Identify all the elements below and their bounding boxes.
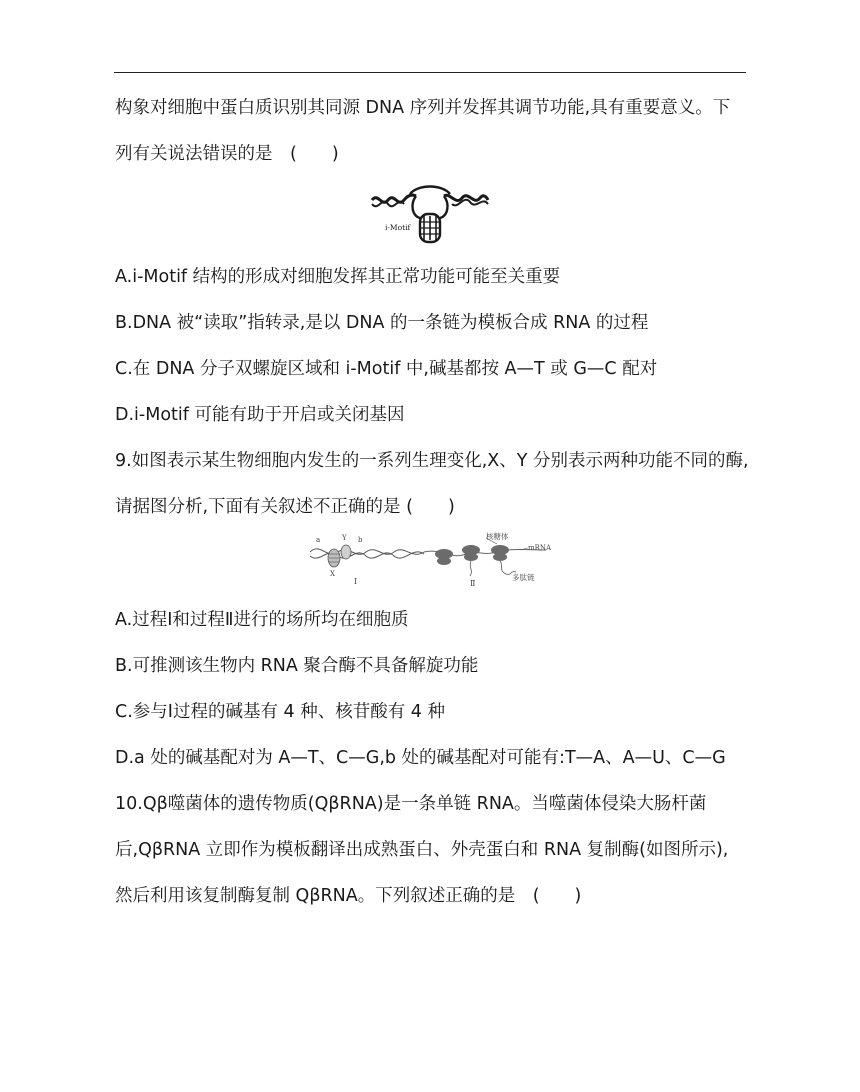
label-polypeptide: 多肽链 bbox=[512, 573, 535, 582]
header-rule bbox=[114, 72, 746, 73]
q9-option-b: B.可推测该生物内 RNA 聚合酶不具备解旋功能 bbox=[115, 656, 479, 676]
q8-option-c: C.在 DNA 分子双螺旋区域和 i-Motif 中,碱基都按 A—T 或 G—C 配对 bbox=[115, 359, 658, 379]
q8-option-d: D.i-Motif 可能有助于开启或关闭基因 bbox=[115, 405, 405, 425]
label-b: b bbox=[358, 536, 363, 544]
label-process-1: Ⅰ bbox=[354, 577, 358, 586]
transcription-translation-figure bbox=[306, 530, 564, 590]
q9-stem-line2: 请据图分析,下面有关叙述不正确的是 ( ) bbox=[115, 497, 455, 517]
label-process-2: Ⅱ bbox=[470, 579, 476, 588]
label-x: X bbox=[330, 570, 335, 578]
q9-stem-line1: 9.如图表示某生物细胞内发生的一系列生理变化,X、Y 分别表示两种功能不同的酶, bbox=[115, 451, 749, 471]
q10-stem-line2: 后,QβRNA 立即作为模板翻译出成熟蛋白、外壳蛋白和 RNA 复制酶(如图所示), bbox=[115, 840, 729, 860]
q9-option-d: D.a 处的碱基配对为 A—T、C—G,b 处的碱基配对可能有:T—A、A—U、C—G bbox=[115, 748, 726, 768]
q10-stem-line3: 然后利用该复制酶复制 QβRNA。下列叙述正确的是 ( ) bbox=[115, 886, 582, 906]
label-mrna: mRNA bbox=[528, 544, 552, 552]
q9-option-c: C.参与Ⅰ过程的碱基有 4 种、核苷酸有 4 种 bbox=[115, 702, 445, 722]
q9-option-a: A.过程Ⅰ和过程Ⅱ进行的场所均在细胞质 bbox=[115, 610, 409, 630]
q8-option-a: A.i-Motif 结构的形成对细胞发挥其正常功能可能至关重要 bbox=[115, 267, 561, 287]
label-a: a bbox=[316, 536, 321, 544]
label-y: Y bbox=[342, 534, 347, 542]
q8-option-b: B.DNA 被“读取”指转录,是以 DNA 的一条链为模板合成 RNA 的过程 bbox=[115, 313, 649, 333]
q10-stem-line1: 10.Qβ噬菌体的遗传物质(QβRNA)是一条单链 RNA。当噬菌体侵染大肠杆菌 bbox=[115, 794, 707, 814]
q8-stem-line1: 构象对细胞中蛋白质识别其同源 DNA 序列并发挥其调节功能,具有重要意义。下 bbox=[115, 98, 731, 118]
i-motif-label: i-Motif bbox=[385, 223, 411, 232]
q8-stem-line2: 列有关说法错误的是 ( ) bbox=[115, 144, 339, 164]
i-motif-figure bbox=[370, 182, 490, 246]
label-ribosome: 核糖体 bbox=[486, 532, 509, 541]
